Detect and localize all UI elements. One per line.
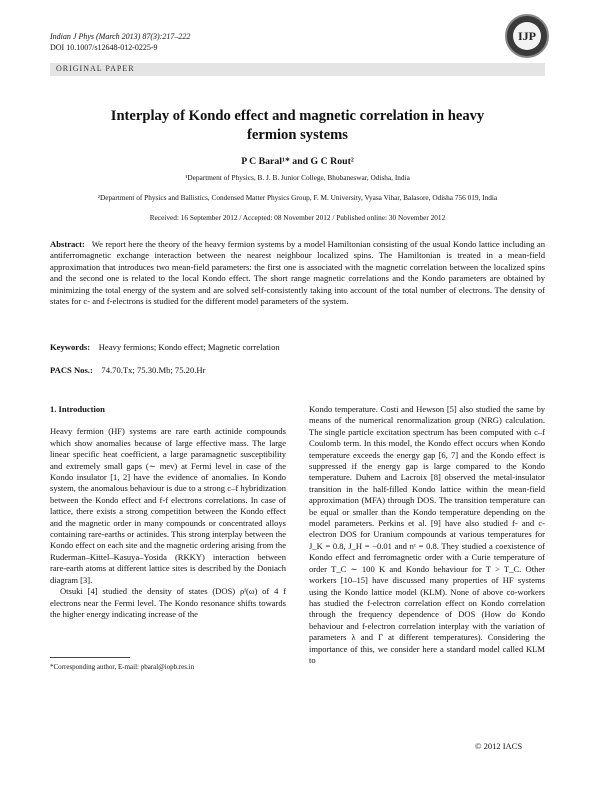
left-paragraph-2: Otsuki [4] studied the density of states (DOS) ρᶠ(ω) of 4 f electrons near the Fermi level. The Kondo resonance shifts towards the higher energy indicating increase of the <box>50 586 286 619</box>
pacs-text: 74.70.Tx; 75.30.Mb; 75.20.Hr <box>101 365 206 375</box>
title-line-2: fermion systems <box>247 127 348 143</box>
received-dates: Received: 16 September 2012 / Accepted: 08 November 2012 / Published online: 30 November 2012 <box>149 213 446 222</box>
left-paragraph-1: Heavy fermion (HF) systems are rare earth actinide compounds which show anomalies because of large effective mass. The large linear specific heat coefficient, a large paramagnetic susceptibility and extremely small gaps (∼ mev) at Fermi level in case of the Kondo insulator [1, 2] have the evidence of anomalies. In Kondo system, the anomalous behaviour is due to a strong c–f hybridization between the Kondo effect and f-f electrons correlations. In case of lattice, there exists a strong competition between the Kondo effect and the magnetic order in many compounds or concentrated alloys containing rare-earths or actinides. This strong interplay between the Kondo effect on each site and the magnetic ordering arising from the Ruderman–Kittel–Kasuya–Yosida (RKKY) interaction between rare-earth atoms at different lattice sites is described by the Doniach diagram [3]. <box>50 426 286 585</box>
abstract-label: Abstract: <box>50 239 85 249</box>
article-type-label: ORIGINAL PAPER <box>56 64 135 73</box>
left-column <box>50 404 286 620</box>
authors: P C Baral¹* and G C Rout² <box>241 156 354 167</box>
journal-citation: Indian J Phys (March 2013) 87(3):217–222 <box>50 32 191 41</box>
paper-title <box>50 107 545 145</box>
right-paragraph-1: Kondo temperature. Costi and Hewson [5] also studied the same by means of the numerical renormalization group (NRG) calculation. The single particle excitation spectrum has been computed with c–f Coulomb term. In this model, the Kondo effect occurs when Kondo temperature exceeds the energy gap [6, 7] and the Kondo effect is suppressed if the energy gap is large compared to the Kondo temperature. Duhem and Lacroix [8] observed the metal-insulator transition in the half-filled Kondo lattice within the mean-field approximation (MFA) through DOS. The transition temperature can be equal or smaller than the Kondo temperature depending on the model parameters. Perkins et al. [9] have also studied f- and c-electron DOS for Uranium compounds at various temperatures for J_K = 0.8, J_H = −0.01 and nᶜ = 0.8. They studied a coexistence of Kondo effect and ferromagnetic order with a Curie temperature of order T_C ∼ 100 K and Kondo behaviour for T > T_C. Other workers [10–15] have discussed many properties of HF systems using the Kondo lattice model (KLM). None of above co-workers has studied the f-electron correlation effect on Kondo correlation through the frequency dependence of DOS (How do Kondo behaviour and f-electron correlation interplay with the variation of parameters λ and Γ at different temperatures). Considering the importance of this, we consider here a standard model called KLM to <box>309 404 545 665</box>
keywords-text: Heavy fermions; Kondo effect; Magnetic correlation <box>98 342 280 352</box>
journal-logo <box>505 14 549 58</box>
logo-text: IJP <box>513 22 541 50</box>
footnote-rule <box>50 657 130 658</box>
section-heading: 1. Introduction <box>50 404 105 414</box>
keywords <box>50 342 545 352</box>
abstract <box>50 239 545 307</box>
copyright: © 2012 IACS <box>475 741 523 751</box>
pacs <box>50 365 545 375</box>
abstract-text: We report here the theory of the heavy fermion systems by a model Hamiltonian consisting of the usual Kondo lattice including an antiferromagnetic exchange interaction between the nearest neighbour localized spins. The Hamiltonian is treated in a mean-field approximation that introduces two mean-field parameters: the first one is associated with the magnetic correlation between the localized spins and the second one is related to the local Kondo effect. The short range magnetic correlations and the Kondo parameters are obtained by minimizing the total energy of the system and are solved self-consistently taking into account of the total number of electrons. The density of states for c- and f-electrons is studied for the different model parameters of the system. <box>50 239 546 307</box>
affiliation-2: ²Department of Physics and Ballistics, Condensed Matter Physics Group, F. M. University, Vyasa Vihar, Balasore, Odisha 756 019, India <box>97 193 498 202</box>
keywords-label: Keywords: <box>50 342 91 352</box>
affiliation-1: ¹Department of Physics, B. J. B. Junior College, Bhubaneswar, Odisha, India <box>185 173 410 182</box>
doi[interactable]: DOI 10.1007/s12648-012-0225-9 <box>50 43 158 52</box>
pacs-label: PACS Nos.: <box>50 365 93 375</box>
title-line-1: Interplay of Kondo effect and magnetic correlation in heavy <box>110 108 485 124</box>
article-type-banner <box>50 63 545 76</box>
footnote: *Corresponding author, E-mail: pbaral@iopb.res.in <box>50 663 195 671</box>
right-column <box>309 404 545 666</box>
